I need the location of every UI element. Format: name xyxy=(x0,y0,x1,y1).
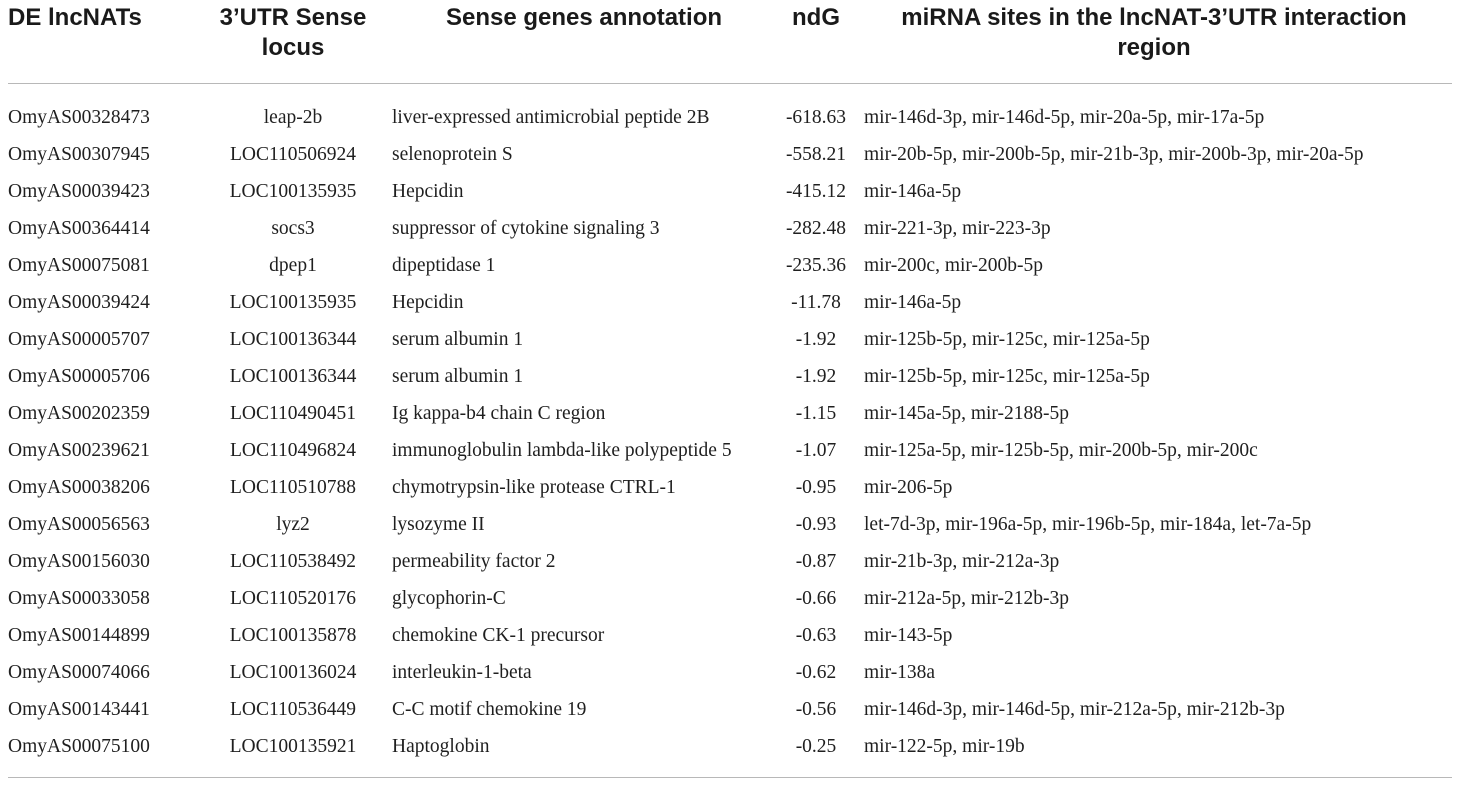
cell-lncnat-id: OmyAS00005706 xyxy=(8,365,150,387)
cell-sense-annotation: dipeptidase 1 xyxy=(392,254,496,276)
cell-lncnat-id: OmyAS00075081 xyxy=(8,254,150,276)
table-row xyxy=(8,543,1452,580)
cell-lncnat-id: OmyAS00005707 xyxy=(8,328,150,350)
header-de-lncnats-label: DE lncNATs xyxy=(8,4,142,31)
cell-sense-locus: leap-2b xyxy=(263,106,323,128)
cell-sense-annotation: chemokine CK-1 precursor xyxy=(392,624,605,646)
cell-sense-locus: LOC110520176 xyxy=(229,587,357,609)
header-ndg xyxy=(776,0,856,84)
cell-mirna-sites: mir-221-3p, mir-223-3p xyxy=(864,217,1051,239)
cell-sense-locus: LOC110536449 xyxy=(229,698,357,720)
header-row xyxy=(8,0,1452,84)
lncnat-table xyxy=(8,0,1452,765)
cell-lncnat-id: OmyAS00038206 xyxy=(8,476,150,498)
cell-sense-annotation: suppressor of cytokine signaling 3 xyxy=(392,217,660,239)
cell-ndg: -1.92 xyxy=(795,328,837,350)
header-mirna-sites-line2: region xyxy=(1117,34,1191,61)
cell-lncnat-id: OmyAS00039424 xyxy=(8,291,150,313)
cell-ndg: -0.87 xyxy=(795,550,837,572)
table-row xyxy=(8,284,1452,321)
cell-mirna-sites: mir-146a-5p xyxy=(864,180,962,202)
table-row xyxy=(8,321,1452,358)
cell-lncnat-id: OmyAS00075100 xyxy=(8,735,150,757)
cell-sense-annotation: chymotrypsin-like protease CTRL-1 xyxy=(392,476,676,498)
table-row xyxy=(8,395,1452,432)
table-row xyxy=(8,506,1452,543)
cell-sense-annotation: Hepcidin xyxy=(392,180,464,202)
cell-sense-locus: LOC110490451 xyxy=(229,402,357,424)
cell-sense-annotation: liver-expressed antimicrobial peptide 2B xyxy=(392,106,710,128)
table-bottom-rule xyxy=(8,777,1452,778)
cell-ndg: -415.12 xyxy=(785,180,847,202)
cell-ndg: -1.07 xyxy=(795,439,837,461)
cell-sense-annotation: immunoglobulin lambda-like polypeptide 5 xyxy=(392,439,732,461)
header-sense-annotation-label: Sense genes annotation xyxy=(445,4,723,31)
cell-sense-locus: dpep1 xyxy=(269,254,317,276)
header-sense-locus-line1: 3’UTR Sense xyxy=(219,4,367,31)
cell-ndg: -0.95 xyxy=(795,476,837,498)
cell-sense-annotation: C-C motif chemokine 19 xyxy=(392,698,587,720)
cell-sense-locus: LOC100135935 xyxy=(229,180,357,202)
cell-mirna-sites: mir-146d-3p, mir-146d-5p, mir-20a-5p, mir-17a-5p xyxy=(864,106,1265,128)
table-row xyxy=(8,580,1452,617)
cell-sense-annotation: serum albumin 1 xyxy=(392,365,524,387)
cell-ndg: -0.93 xyxy=(795,513,837,535)
cell-sense-locus: LOC110538492 xyxy=(229,550,357,572)
table-row xyxy=(8,691,1452,728)
cell-sense-annotation: Hepcidin xyxy=(392,291,464,313)
cell-mirna-sites: mir-125b-5p, mir-125c, mir-125a-5p xyxy=(864,328,1150,350)
cell-sense-annotation: selenoprotein S xyxy=(392,143,513,165)
cell-ndg: -0.63 xyxy=(795,624,837,646)
table-row xyxy=(8,617,1452,654)
cell-ndg: -0.66 xyxy=(795,587,837,609)
cell-mirna-sites: mir-206-5p xyxy=(864,476,953,498)
cell-ndg: -558.21 xyxy=(785,143,847,165)
cell-sense-locus: LOC100135921 xyxy=(229,735,357,757)
cell-sense-annotation: serum albumin 1 xyxy=(392,328,524,350)
cell-sense-annotation: Haptoglobin xyxy=(392,735,490,757)
table-row xyxy=(8,469,1452,506)
cell-mirna-sites: mir-143-5p xyxy=(864,624,953,646)
table-row xyxy=(8,210,1452,247)
cell-ndg: -235.36 xyxy=(785,254,847,276)
cell-lncnat-id: OmyAS00307945 xyxy=(8,143,150,165)
table-header xyxy=(8,0,1452,84)
cell-ndg: -1.15 xyxy=(795,402,837,424)
cell-sense-annotation: permeability factor 2 xyxy=(392,550,556,572)
cell-lncnat-id: OmyAS00239621 xyxy=(8,439,150,461)
header-de-lncnats xyxy=(8,0,194,84)
cell-lncnat-id: OmyAS00328473 xyxy=(8,106,150,128)
cell-sense-locus: LOC100135935 xyxy=(229,291,357,313)
header-sense-locus-line2: locus xyxy=(261,34,325,61)
cell-sense-locus: LOC100136024 xyxy=(229,661,357,683)
cell-mirna-sites: mir-125a-5p, mir-125b-5p, mir-200b-5p, mir-200c xyxy=(864,439,1258,461)
table-row xyxy=(8,247,1452,284)
table-body xyxy=(8,84,1452,766)
cell-sense-locus: LOC110506924 xyxy=(229,143,357,165)
cell-ndg: -282.48 xyxy=(785,217,847,239)
cell-mirna-sites: mir-122-5p, mir-19b xyxy=(864,735,1025,757)
cell-ndg: -0.62 xyxy=(795,661,837,683)
cell-sense-locus: socs3 xyxy=(271,217,315,239)
cell-lncnat-id: OmyAS00202359 xyxy=(8,402,150,424)
header-mirna-sites xyxy=(856,0,1452,84)
cell-sense-locus: LOC110496824 xyxy=(229,439,357,461)
cell-mirna-sites: mir-146d-3p, mir-146d-5p, mir-212a-5p, mir-212b-3p xyxy=(864,698,1285,720)
table-row xyxy=(8,432,1452,469)
table-row xyxy=(8,728,1452,765)
header-sense-locus xyxy=(194,0,392,84)
cell-ndg: -1.92 xyxy=(795,365,837,387)
cell-ndg: -0.56 xyxy=(795,698,837,720)
table-row xyxy=(8,136,1452,173)
cell-mirna-sites: mir-200c, mir-200b-5p xyxy=(864,254,1044,276)
table-row xyxy=(8,173,1452,210)
cell-ndg: -11.78 xyxy=(791,291,841,313)
cell-lncnat-id: OmyAS00144899 xyxy=(8,624,150,646)
cell-sense-locus: LOC100136344 xyxy=(229,328,357,350)
cell-sense-annotation: interleukin-1-beta xyxy=(392,661,532,683)
cell-lncnat-id: OmyAS00143441 xyxy=(8,698,150,720)
table-row xyxy=(8,358,1452,395)
table-row xyxy=(8,654,1452,691)
cell-lncnat-id: OmyAS00074066 xyxy=(8,661,150,683)
header-ndg-label: ndG xyxy=(792,4,840,31)
cell-lncnat-id: OmyAS00039423 xyxy=(8,180,150,202)
cell-sense-annotation: lysozyme II xyxy=(392,513,485,535)
cell-lncnat-id: OmyAS00156030 xyxy=(8,550,150,572)
cell-sense-locus: LOC100136344 xyxy=(229,365,357,387)
cell-mirna-sites: mir-125b-5p, mir-125c, mir-125a-5p xyxy=(864,365,1150,387)
cell-sense-annotation: glycophorin-C xyxy=(392,587,506,609)
cell-mirna-sites: mir-138a xyxy=(864,661,936,683)
header-sense-annotation xyxy=(392,0,776,84)
cell-mirna-sites: mir-20b-5p, mir-200b-5p, mir-21b-3p, mir-200b-3p, mir-20a-5p xyxy=(864,143,1364,165)
cell-mirna-sites: mir-145a-5p, mir-2188-5p xyxy=(864,402,1070,424)
cell-sense-annotation: Ig kappa-b4 chain C region xyxy=(392,402,606,424)
cell-sense-locus: LOC100135878 xyxy=(229,624,357,646)
header-spacer xyxy=(8,84,1452,100)
cell-sense-locus: lyz2 xyxy=(276,513,310,535)
cell-lncnat-id: OmyAS00033058 xyxy=(8,587,150,609)
cell-lncnat-id: OmyAS00364414 xyxy=(8,217,150,239)
cell-lncnat-id: OmyAS00056563 xyxy=(8,513,150,535)
lncnat-table-container xyxy=(8,0,1452,765)
cell-sense-locus: LOC110510788 xyxy=(229,476,357,498)
cell-ndg: -0.25 xyxy=(795,735,837,757)
cell-ndg: -618.63 xyxy=(785,106,847,128)
cell-mirna-sites: let-7d-3p, mir-196a-5p, mir-196b-5p, mir-184a, let-7a-5p xyxy=(864,513,1312,535)
header-mirna-sites-line1: miRNA sites in the lncNAT-3’UTR interaction xyxy=(901,4,1407,31)
table-row xyxy=(8,99,1452,136)
cell-mirna-sites: mir-212a-5p, mir-212b-3p xyxy=(864,587,1070,609)
cell-mirna-sites: mir-146a-5p xyxy=(864,291,962,313)
cell-mirna-sites: mir-21b-3p, mir-212a-3p xyxy=(864,550,1060,572)
